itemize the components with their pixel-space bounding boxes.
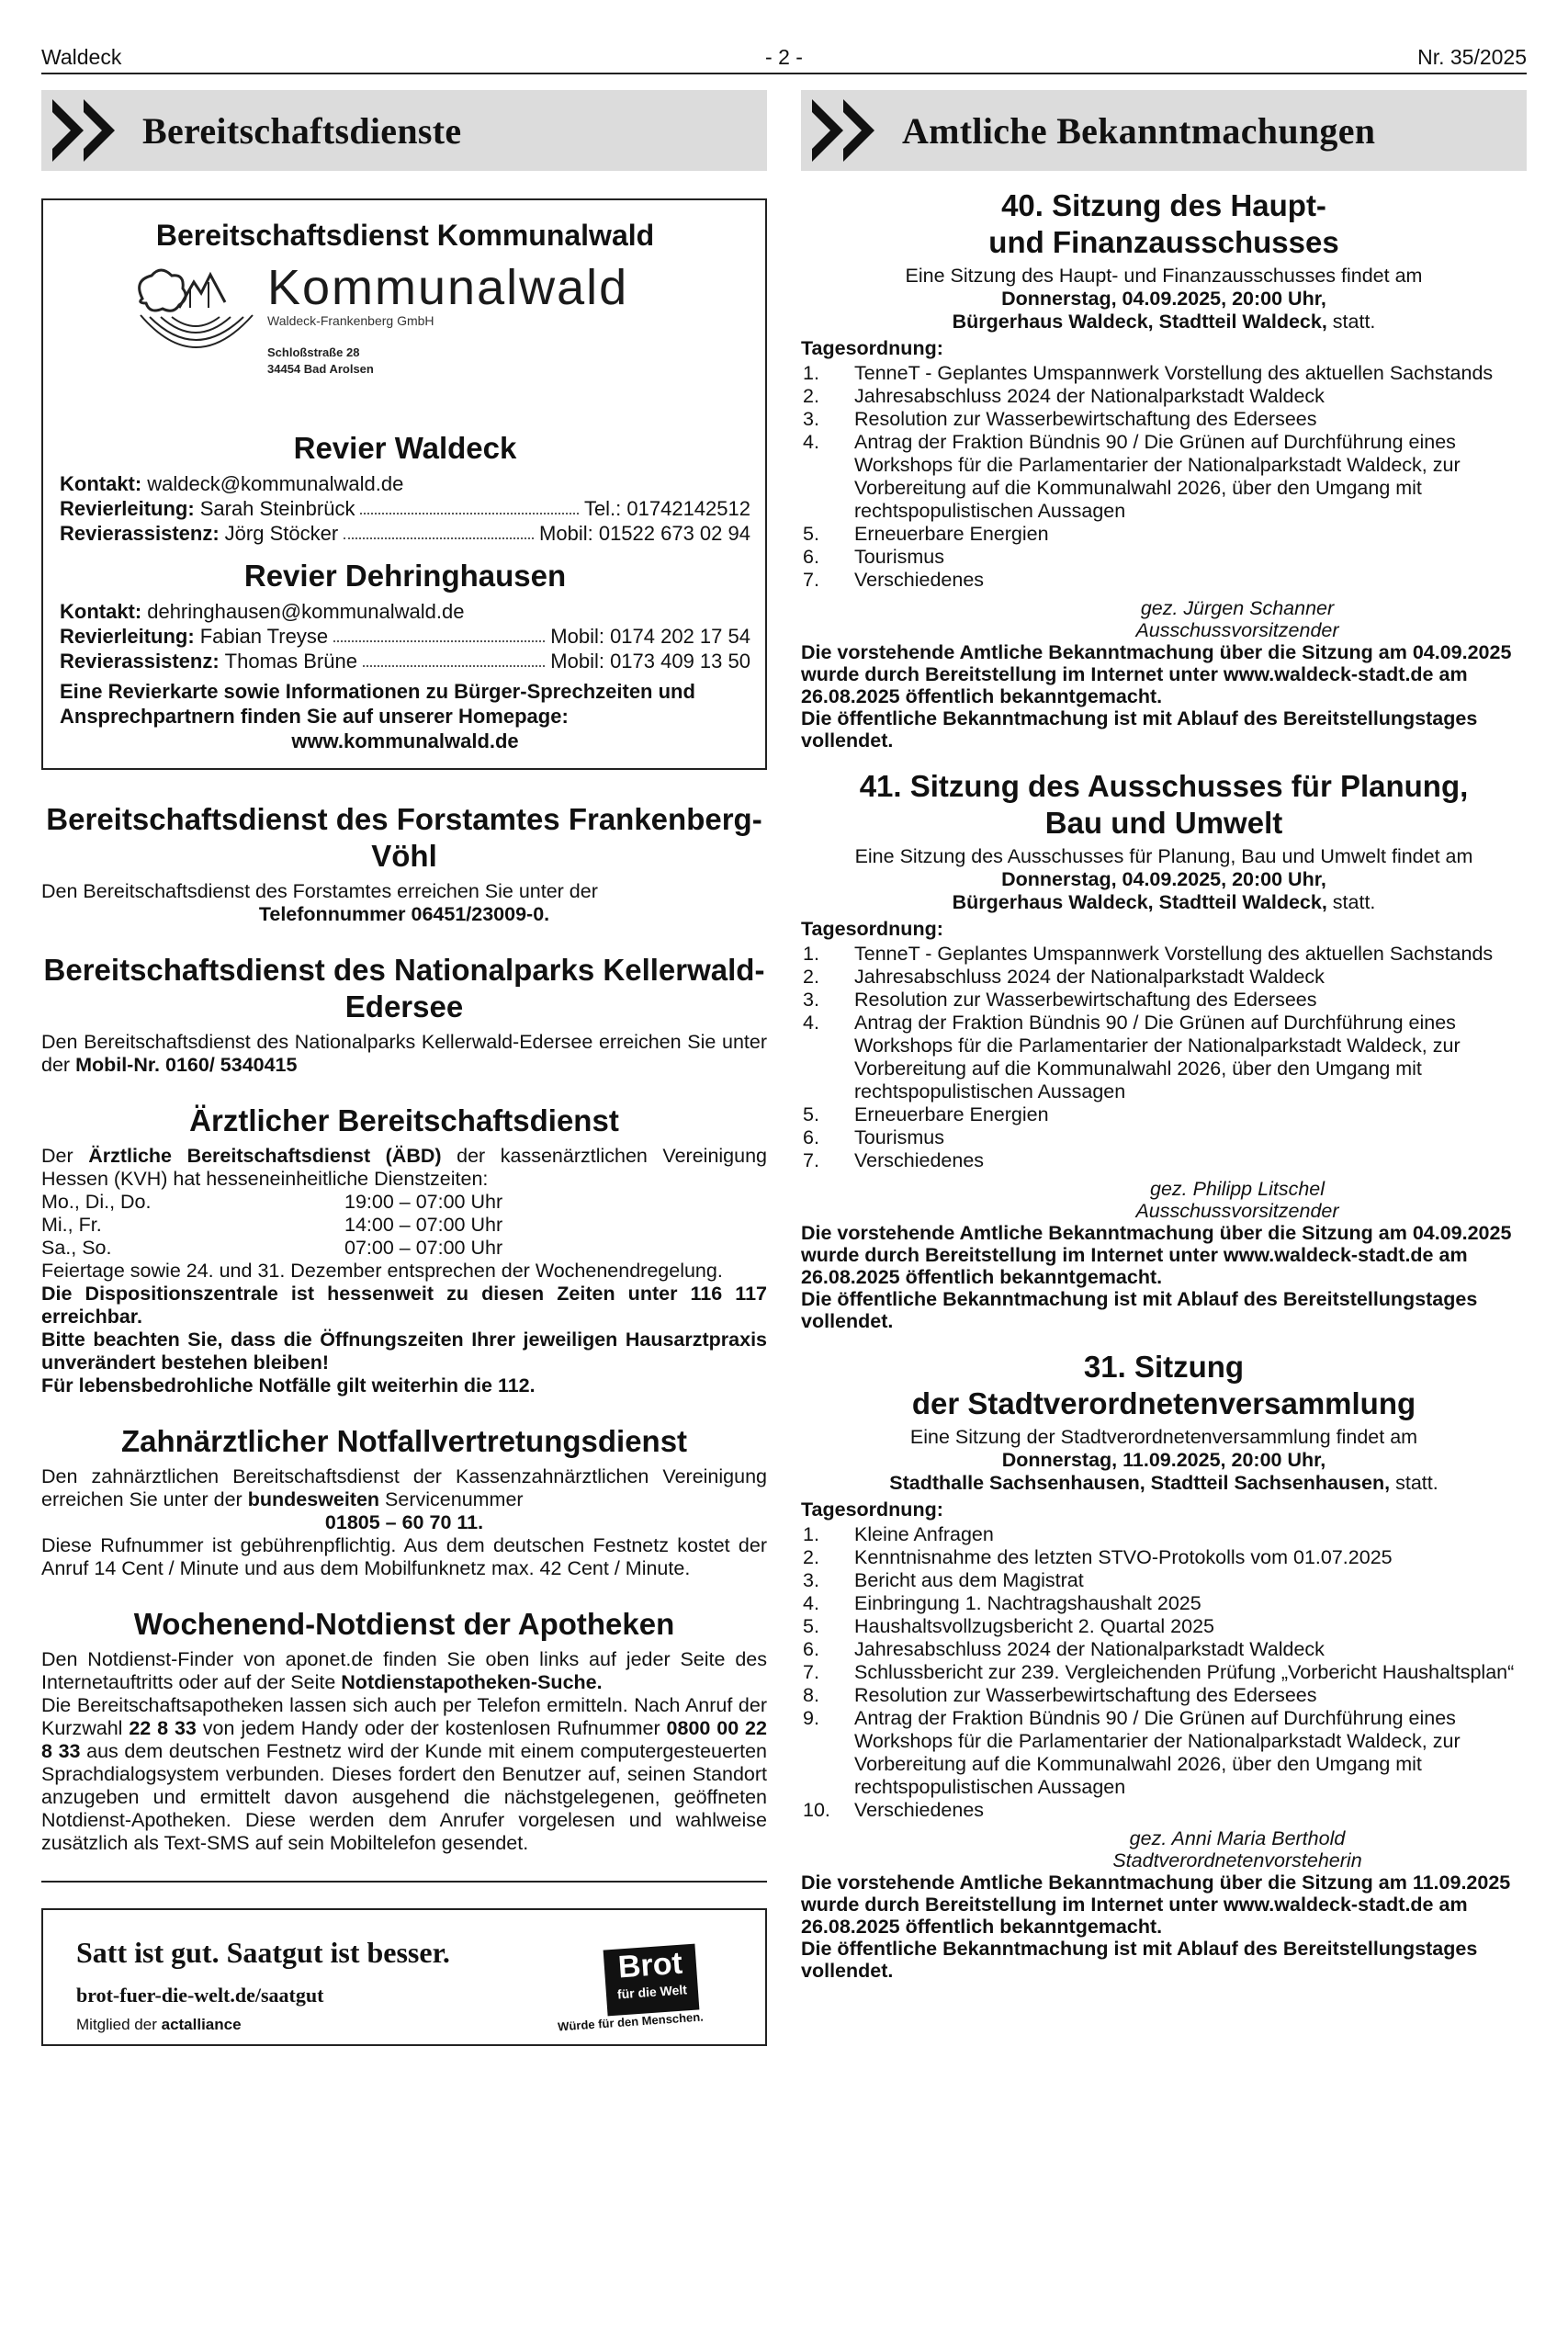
revier2-leitung [60, 624, 750, 649]
title-line: der Stadtverordnetenversammlung [911, 1386, 1416, 1420]
signer: gez. Anni Maria Berthold [1129, 1827, 1346, 1849]
agenda-heading: Tagesordnung: [801, 1498, 943, 1521]
time-row [41, 1191, 767, 1214]
revier2-assistenz [60, 649, 750, 673]
left-column [41, 90, 767, 2046]
text: Eine Sitzung der Stadtverordnetenversammlung findet am [909, 1426, 1418, 1448]
agenda-item [801, 1592, 1527, 1615]
agenda-item-text: Tourismus [854, 546, 944, 568]
agenda-item-text: Verschiedenes [854, 569, 985, 591]
notice-title [801, 768, 1527, 842]
agenda-item-text: TenneT - Geplantes Umspannwerk Vorstellung des aktuellen Sachstands [854, 362, 1494, 384]
text-bold: 0800 00 22 8 33 [41, 1717, 767, 1762]
publication-note: Die öffentliche Bekanntmachung ist mit Ablauf des Bereitstellungstages vollendet. [801, 1938, 1478, 1982]
notice-title [801, 1349, 1527, 1422]
hours: 19:00 – 07:00 Uhr [344, 1191, 503, 1213]
nationalpark-title: Bereitschaftsdienst des Nationalparks Kellerwald-Edersee [43, 953, 765, 1023]
publication-note: Die öffentliche Bekanntmachung ist mit Ablauf des Bereitstellungstages vollendet. [801, 1288, 1478, 1332]
dot-leader [363, 649, 545, 667]
agenda-item-text: Einbringung 1. Nachtragshaushalt 2025 [854, 1592, 1201, 1614]
arzt-bold-notes [41, 1283, 767, 1397]
agenda-item [801, 1523, 1527, 1546]
agenda-item [801, 1661, 1527, 1684]
note-line-1: Eine Revierkarte sowie Informationen zu Bürger-Sprechzeiten und [60, 680, 695, 703]
logo-address-street: Schloßstraße 28 [267, 345, 360, 359]
agenda-item [801, 1638, 1527, 1661]
agenda-item-number: 7. [803, 569, 819, 591]
email-link[interactable]: waldeck@kommunalwald.de [147, 472, 404, 495]
text: Den Bereitschaftsdienst des Nationalparks Kellerwald-Edersee erreichen Sie unter der [41, 1031, 767, 1076]
title-line: Bau und Umwelt [1044, 806, 1283, 840]
text: Den Notdienst-Finder von aponet.de finden Sie oben links auf jeder Seite des Internetauftritts oder auf der Seite [41, 1648, 767, 1693]
agenda-item [801, 431, 1527, 523]
agenda-item-number: 4. [803, 1012, 819, 1034]
divider [41, 1881, 767, 1883]
page-header [41, 41, 1527, 74]
forstamt-title: Bereitschaftsdienst des Forstamtes Frankenberg-Vöhl [46, 802, 762, 873]
agenda-heading: Tagesordnung: [801, 337, 943, 359]
agenda-item-text: Antrag der Fraktion Bündnis 90 / Die Grünen auf Durchführung eines Workshops für die Parlamentarier der Nationalparkstadt Waldeck, zur Vorbereitung auf die Kommunalwahl 2026, über den Umgang mit rechtspopulistischen Aussagen [854, 431, 1461, 522]
agenda-item-number: 4. [803, 1592, 819, 1614]
agenda-item [801, 1149, 1527, 1172]
phone: Mobil-Nr. 0160/ 5340415 [75, 1054, 298, 1076]
title-line: 31. Sitzung [1083, 1350, 1245, 1384]
name: Fabian Treyse [199, 625, 329, 648]
kommunalwald-logo [124, 262, 750, 418]
date: Donnerstag, 04.09.2025, 20:00 Uhr, [1001, 288, 1326, 310]
agenda-item-text: Erneuerbare Energien [854, 523, 1049, 545]
notice-title [801, 187, 1527, 261]
agenda-item-number: 5. [803, 1103, 819, 1125]
dot-leader [344, 521, 534, 539]
arzt-holidays: Feiertage sowie 24. und 31. Dezember entsprechen der Wochenendregelung. [41, 1260, 723, 1282]
revier-dehringhausen-title: Revier Dehringhausen [243, 559, 567, 593]
logo-text: für die Welt [616, 1982, 688, 2002]
arzt-times [41, 1191, 767, 1260]
notice-intro [801, 845, 1527, 914]
note-line-2: Ansprechpartnern finden Sie auf unserer Homepage: [60, 705, 569, 728]
agenda-item [801, 1799, 1527, 1822]
agenda-item [801, 1615, 1527, 1638]
notice-intro [801, 265, 1527, 334]
right-column [801, 90, 1527, 1982]
agenda-item [801, 1103, 1527, 1126]
apotheken-text [41, 1648, 767, 1855]
box-title: Bereitschaftsdienst Kommunalwald [155, 219, 655, 252]
text: statt. [1332, 311, 1376, 333]
days: Mo., Di., Do. [41, 1191, 152, 1213]
phone: Mobil: 01522 673 02 94 [539, 522, 750, 545]
agenda-item-text: Jahresabschluss 2024 der Nationalparkstadt Waldeck [854, 1638, 1325, 1660]
publication-note: Die vorstehende Amtliche Bekanntmachung über die Sitzung am 04.09.2025 wurde durch Bereitstellung im Internet unter www.waldeck-stadt.de am 26.08.2025 öffentlich bekanntgemacht. [801, 641, 1512, 707]
label: Kontakt: [60, 600, 142, 623]
agenda-item-text: Tourismus [854, 1126, 944, 1148]
double-chevron-icon [41, 90, 142, 171]
agenda-item [801, 1569, 1527, 1592]
agenda-list [801, 1523, 1527, 1822]
agenda-item-text: Erneuerbare Energien [854, 1103, 1049, 1125]
arzt-text [41, 1145, 767, 1191]
agenda-item-text: Antrag der Fraktion Bündnis 90 / Die Grünen auf Durchführung eines Workshops für die Parlamentarier der Nationalparkstadt Waldeck, zur Vorbereitung auf die Kommunalwahl 2026, über den Umgang mit rechtspopulistischen Aussagen [854, 1707, 1461, 1798]
ad-url[interactable]: brot-fuer-die-welt.de/saatgut [76, 1984, 324, 2007]
days: Sa., So. [41, 1237, 112, 1259]
agenda-item-number: 7. [803, 1661, 819, 1683]
nationalpark-text [41, 1031, 767, 1077]
apotheken-title: Wochenend-Notdienst der Apotheken [133, 1607, 675, 1641]
agenda-item-number: 3. [803, 989, 819, 1011]
agenda-item [801, 546, 1527, 569]
publication-note: Die öffentliche Bekanntmachung ist mit Ablauf des Bereitstellungstages vollendet. [801, 707, 1478, 752]
revier1-assistenz [60, 521, 750, 546]
note: Bitte beachten Sie, dass die Öffnungszeiten Ihrer jeweiligen Hausarztpraxis unverändert bestehen bleiben! [41, 1329, 767, 1374]
agenda-item-text: Resolution zur Wasserbewirtschaftung des Edersees [854, 1684, 1317, 1706]
ad-headline: Satt ist gut. Saatgut ist besser. [76, 1936, 450, 1969]
place: Stadthalle Sachsenhausen, Stadtteil Sachsenhausen, [889, 1472, 1391, 1494]
date: Donnerstag, 04.09.2025, 20:00 Uhr, [1001, 868, 1326, 890]
text: Mitglied der [76, 2016, 157, 2033]
brot-fuer-die-welt-ad[interactable] [41, 1908, 767, 2046]
banner-title: Bereitschaftsdienste [142, 109, 462, 152]
agenda-list [801, 943, 1527, 1172]
date: Donnerstag, 11.09.2025, 20:00 Uhr, [1001, 1449, 1326, 1471]
text: aus dem deutschen Festnetz wird der Kunde mit einem computergesteuerten Sprachdialogsystem verbunden. Dieses fordert den Benutzer auf, seinen Standort anzugeben und ermittelt davon ausgehend die nächstgelegenen, geöffneten Notdienst-Apotheken. Diese werden dem Anrufer vorgelesen und wahlweise zusätzlich als Text-SMS auf sein Mobiltelefon gesendet. [41, 1740, 767, 1854]
revier1-leitung [60, 496, 750, 521]
agenda-item-number: 1. [803, 362, 819, 384]
agenda-item-number: 6. [803, 1126, 819, 1148]
agenda-item [801, 1126, 1527, 1149]
text: Eine Sitzung des Haupt- und Finanzausschusses findet am [905, 265, 1423, 287]
ad-slogan: Würde für den Menschen. [557, 2009, 705, 2034]
agenda-item-text: Bericht aus dem Magistrat [854, 1569, 1084, 1591]
place: Bürgerhaus Waldeck, Stadtteil Waldeck, [952, 311, 1327, 333]
abd-label: Ärztliche Bereitschaftsdienst (ÄBD) [88, 1145, 442, 1167]
email-link[interactable]: dehringhausen@kommunalwald.de [147, 600, 465, 623]
agenda-item [801, 523, 1527, 546]
text: Den zahnärztlichen Bereitschaftsdienst der Kassenzahnärztlichen Vereinigung erreichen Sie unter der [41, 1465, 767, 1510]
label: Revierleitung: [60, 497, 195, 520]
title-line: 40. Sitzung des Haupt- [1001, 188, 1326, 222]
revier1-kontakt [60, 471, 750, 496]
agenda-item [801, 1012, 1527, 1103]
agenda-item [801, 362, 1527, 385]
act-alliance-logo: actalliance [161, 2016, 242, 2033]
text: von jedem Handy oder der kostenlosen Rufnummer [202, 1717, 660, 1739]
signer-role: Ausschussvorsitzender [1135, 619, 1339, 641]
revier-waldeck-title: Revier Waldeck [293, 431, 517, 465]
agenda-item-number: 8. [803, 1684, 819, 1706]
text: Den Bereitschaftsdienst des Forstamtes erreichen Sie unter der [41, 880, 598, 902]
label: Kontakt: [60, 472, 142, 495]
agenda-item-number: 6. [803, 546, 819, 568]
name: Thomas Brüne [224, 650, 357, 673]
agenda-list [801, 362, 1527, 592]
label: Revierleitung: [60, 625, 195, 648]
agenda-item-number: 9. [803, 1707, 819, 1729]
header-town: Waldeck [41, 45, 122, 69]
agenda-item [801, 1707, 1527, 1799]
text-bold: Notdienstapotheken-Suche. [341, 1671, 603, 1693]
signer-role: Stadtverordnetenvorsteherin [1112, 1849, 1362, 1871]
phone: 01805 – 60 70 11. [324, 1511, 484, 1533]
agenda-item-text: Schlussbericht zur 239. Vergleichenden Prüfung „Vorbericht Haushaltsplan“ [854, 1661, 1515, 1683]
time-row [41, 1214, 767, 1237]
agenda-item-number: 5. [803, 523, 819, 545]
name: Jörg Stöcker [224, 522, 339, 545]
agenda-item [801, 1684, 1527, 1707]
logo-brand-name: Kommunalwald [267, 260, 629, 315]
text: Servicenummer [385, 1488, 524, 1510]
signer: gez. Philipp Litschel [1149, 1178, 1325, 1200]
ad-member [76, 2016, 242, 2034]
place: Bürgerhaus Waldeck, Stadtteil Waldeck, [952, 891, 1327, 913]
agenda-item-text: Verschiedenes [854, 1149, 985, 1171]
label: Revierassistenz: [60, 522, 220, 545]
dot-leader [360, 496, 578, 514]
agenda-item [801, 966, 1527, 989]
banner-title: Amtliche Bekanntmachungen [902, 109, 1376, 152]
dot-leader [333, 624, 545, 642]
text: Diese Rufnummer ist gebührenpflichtig. Aus dem deutschen Festnetz kostet der Anruf 14 Cent / Minute und aus dem Mobilfunknetz max. 42 Cent / Minute. [41, 1534, 767, 1579]
homepage-link[interactable]: www.kommunalwald.de [291, 729, 519, 752]
agenda-item-number: 4. [803, 431, 819, 453]
title-line: und Finanzausschusses [988, 225, 1339, 259]
agenda-item-number: 3. [803, 408, 819, 430]
title-line: 41. Sitzung des Ausschusses für Planung, [859, 769, 1469, 803]
agenda-item-text: Resolution zur Wasserbewirtschaftung des Edersees [854, 989, 1317, 1011]
logo-company: Waldeck-Frankenberg GmbH [267, 313, 434, 328]
text-bold: bundesweiten [247, 1488, 380, 1510]
phone: Mobil: 0174 202 17 54 [550, 625, 750, 648]
phone: Tel.: 01742142512 [583, 497, 750, 520]
text: Die Bereitschaftsapotheken lassen sich auch per Telefon ermitteln. Nach Anruf der Kurzwahl [41, 1694, 767, 1739]
signer: gez. Jürgen Schanner [1140, 597, 1335, 619]
header-page-number: - 2 - [765, 45, 803, 69]
agenda-item-number: 2. [803, 1546, 819, 1568]
signature [948, 1827, 1527, 1871]
header-issue: Nr. 35/2025 [1417, 45, 1527, 69]
agenda-item-text: Kenntnisnahme des letzten STVO-Protokolls vom 01.07.2025 [854, 1546, 1393, 1568]
zahnarzt-title: Zahnärztlicher Notfallvertretungsdienst [120, 1424, 688, 1458]
agenda-item-number: 6. [803, 1638, 819, 1660]
name: Sarah Steinbrück [199, 497, 355, 520]
agenda-item [801, 408, 1527, 431]
days: Mi., Fr. [41, 1214, 102, 1236]
agenda-item [801, 943, 1527, 966]
text: der kassenärztlichen Vereinigung Hessen (KVH) hat hesseneinheitliche Dienstzeiten: [41, 1145, 768, 1190]
time-row [41, 1237, 767, 1260]
box-note [60, 679, 750, 753]
text: statt. [1332, 891, 1376, 913]
revier2-kontakt [60, 599, 750, 624]
agenda-item [801, 989, 1527, 1012]
notice-planung-bau-umwelt [801, 768, 1527, 1332]
notice-intro [801, 1426, 1527, 1495]
publication-note: Die vorstehende Amtliche Bekanntmachung über die Sitzung am 11.09.2025 wurde durch Bereitstellung im Internet unter www.waldeck-stadt.de am 26.08.2025 öffentlich bekanntgemacht. [801, 1871, 1511, 1938]
kommunalwald-box [41, 198, 767, 770]
agenda-item-text: Jahresabschluss 2024 der Nationalparkstadt Waldeck [854, 385, 1325, 407]
forstamt-text [41, 880, 767, 926]
section-banner-bereitschaftsdienste [41, 90, 767, 171]
phone: Telefonnummer 06451/23009-0. [258, 903, 550, 925]
agenda-item [801, 569, 1527, 592]
agenda-item-text: Jahresabschluss 2024 der Nationalparkstadt Waldeck [854, 966, 1325, 988]
agenda-item-text: Antrag der Fraktion Bündnis 90 / Die Grünen auf Durchführung eines Workshops für die Parlamentarier der Nationalparkstadt Waldeck, zur Vorbereitung auf die Kommunalwahl 2026, über den Umgang mit rechtspopulistischen Aussagen [854, 1012, 1461, 1102]
hours: 14:00 – 07:00 Uhr [344, 1214, 503, 1236]
signature [948, 597, 1527, 641]
agenda-item-number: 5. [803, 1615, 819, 1637]
note: Für lebensbedrohliche Notfälle gilt weiterhin die 112. [41, 1374, 536, 1396]
agenda-item-text: Kleine Anfragen [854, 1523, 994, 1545]
text-bold: 22 8 33 [129, 1717, 197, 1739]
agenda-item-text: Haushaltsvollzugsbericht 2. Quartal 2025 [854, 1615, 1214, 1637]
zahnarzt-text [41, 1465, 767, 1580]
agenda-item-text: Verschiedenes [854, 1799, 985, 1821]
section-banner-amtliche-bekanntmachungen [801, 90, 1527, 171]
logo-text: Brot [616, 1945, 684, 1985]
agenda-item-number: 1. [803, 1523, 819, 1545]
text: statt. [1395, 1472, 1438, 1494]
agenda-item-number: 1. [803, 943, 819, 965]
brot-logo [604, 1944, 700, 2017]
agenda-item-number: 2. [803, 385, 819, 407]
tree-logo-icon [124, 262, 262, 372]
note: Die Dispositionszentrale ist hessenweit zu diesen Zeiten unter 116 117 erreichbar. [41, 1283, 767, 1328]
signer-role: Ausschussvorsitzender [1135, 1200, 1339, 1222]
agenda-item-text: Resolution zur Wasserbewirtschaftung des Edersees [854, 408, 1317, 430]
notice-haupt-finanzausschuss [801, 187, 1527, 752]
agenda-item-text: TenneT - Geplantes Umspannwerk Vorstellung des aktuellen Sachstands [854, 943, 1494, 965]
phone: Mobil: 0173 409 13 50 [550, 650, 750, 673]
publication-note: Die vorstehende Amtliche Bekanntmachung über die Sitzung am 04.09.2025 wurde durch Bereitstellung im Internet unter www.waldeck-stadt.de am 26.08.2025 öffentlich bekanntgemacht. [801, 1222, 1512, 1288]
agenda-item-number: 3. [803, 1569, 819, 1591]
agenda-item-number: 2. [803, 966, 819, 988]
label: Revierassistenz: [60, 650, 220, 673]
signature [948, 1178, 1527, 1222]
agenda-item-number: 10. [803, 1799, 830, 1821]
agenda-item [801, 1546, 1527, 1569]
arzt-title: Ärztlicher Bereitschaftsdienst [189, 1103, 619, 1137]
notice-stadtverordnetenversammlung [801, 1349, 1527, 1982]
text: Der [41, 1145, 73, 1167]
double-chevron-icon [801, 90, 902, 171]
agenda-item-number: 7. [803, 1149, 819, 1171]
agenda-heading: Tagesordnung: [801, 918, 943, 940]
agenda-item [801, 385, 1527, 408]
text: Eine Sitzung des Ausschusses für Planung, Bau und Umwelt findet am [854, 845, 1473, 867]
hours: 07:00 – 07:00 Uhr [344, 1237, 503, 1259]
logo-address-city: 34454 Bad Arolsen [267, 362, 374, 376]
